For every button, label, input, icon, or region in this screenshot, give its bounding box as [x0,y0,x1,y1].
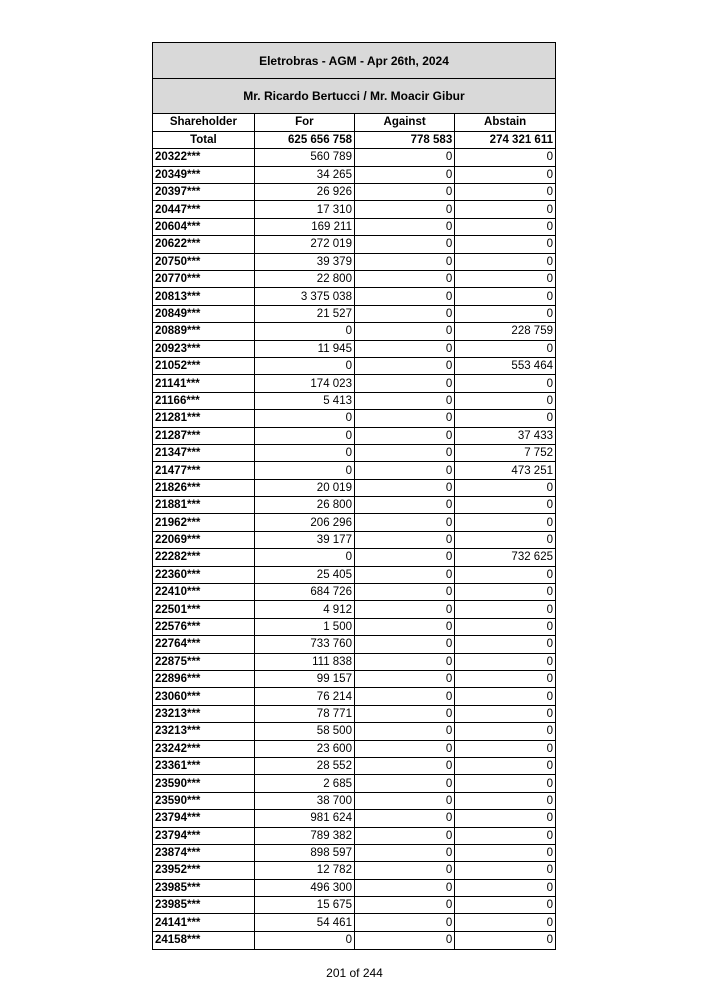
for-value: 560 789 [254,149,354,166]
for-value: 1 500 [254,618,354,635]
against-value: 0 [354,636,454,653]
for-value: 0 [254,444,354,461]
shareholder-id: 20447*** [153,201,254,218]
against-value: 0 [354,305,454,322]
abstain-value: 0 [455,723,555,740]
against-value: 0 [354,844,454,861]
vote-table [153,114,555,949]
shareholder-id: 20813*** [153,288,254,305]
column-header-abstain: Abstain [455,114,555,131]
table-body [153,131,555,948]
for-value: 20 019 [254,479,354,496]
against-value: 0 [354,357,454,374]
abstain-value: 0 [455,584,555,601]
shareholder-id: 21477*** [153,462,254,479]
for-value: 3 375 038 [254,288,354,305]
shareholder-id: 23985*** [153,897,254,914]
table-row [153,462,555,479]
shareholder-id: 20622*** [153,236,254,253]
against-value: 0 [354,862,454,879]
total-row [153,131,555,148]
for-value: 28 552 [254,757,354,774]
against-value: 0 [354,166,454,183]
for-value: 0 [254,427,354,444]
shareholder-id: 23874*** [153,844,254,861]
for-value: 0 [254,323,354,340]
for-value: 34 265 [254,166,354,183]
shareholder-id: 23590*** [153,792,254,809]
against-value: 0 [354,271,454,288]
shareholder-id: 21287*** [153,427,254,444]
shareholder-id: 20750*** [153,253,254,270]
for-value: 4 912 [254,601,354,618]
shareholder-id: 20397*** [153,184,254,201]
table-row [153,427,555,444]
against-value: 0 [354,531,454,548]
table-row [153,810,555,827]
against-value: 0 [354,149,454,166]
for-value: 26 800 [254,497,354,514]
abstain-value: 0 [455,862,555,879]
table-row [153,323,555,340]
shareholder-id: 21052*** [153,357,254,374]
abstain-value: 0 [455,288,555,305]
against-value: 0 [354,757,454,774]
shareholder-id: 23213*** [153,705,254,722]
for-value: 0 [254,462,354,479]
abstain-value: 0 [455,514,555,531]
table-row [153,566,555,583]
for-value: 39 177 [254,531,354,548]
against-value: 0 [354,236,454,253]
shareholder-id: 22896*** [153,671,254,688]
abstain-value: 0 [455,149,555,166]
table-row [153,201,555,218]
table-row [153,357,555,374]
abstain-value: 0 [455,184,555,201]
table-row [153,740,555,757]
shareholder-id: 23361*** [153,757,254,774]
shareholder-id: 23590*** [153,775,254,792]
against-value: 0 [354,497,454,514]
abstain-value: 0 [455,392,555,409]
table-row [153,305,555,322]
table-row [153,757,555,774]
table-row [153,375,555,392]
shareholder-id: 24141*** [153,914,254,931]
total-label: Total [153,131,254,148]
abstain-value: 7 752 [455,444,555,461]
table-row [153,862,555,879]
abstain-value: 0 [455,531,555,548]
for-value: 54 461 [254,914,354,931]
header-row [153,114,555,131]
column-header-shareholder: Shareholder [153,114,254,131]
abstain-value: 0 [455,375,555,392]
against-value: 0 [354,688,454,705]
table-row [153,827,555,844]
against-value: 0 [354,897,454,914]
for-value: 17 310 [254,201,354,218]
against-value: 0 [354,740,454,757]
against-value: 0 [354,462,454,479]
against-value: 0 [354,601,454,618]
against-value: 0 [354,653,454,670]
abstain-value: 0 [455,775,555,792]
abstain-value: 0 [455,636,555,653]
table-row [153,392,555,409]
for-value: 0 [254,549,354,566]
for-value: 76 214 [254,688,354,705]
table-row [153,879,555,896]
for-value: 12 782 [254,862,354,879]
table-row [153,166,555,183]
table-row [153,149,555,166]
abstain-value: 0 [455,844,555,861]
for-value: 0 [254,931,354,948]
for-value: 21 527 [254,305,354,322]
table-row [153,653,555,670]
for-value: 272 019 [254,236,354,253]
against-value: 0 [354,288,454,305]
against-value: 0 [354,723,454,740]
for-value: 0 [254,410,354,427]
against-value: 0 [354,375,454,392]
against-value: 0 [354,444,454,461]
table-row [153,253,555,270]
shareholder-id: 21166*** [153,392,254,409]
abstain-value: 0 [455,792,555,809]
shareholder-id: 22501*** [153,601,254,618]
shareholder-id: 21141*** [153,375,254,392]
document-title: Eletrobras - AGM - Apr 26th, 2024 [153,43,555,79]
abstain-value: 37 433 [455,427,555,444]
shareholder-id: 20604*** [153,218,254,235]
shareholder-id: 23794*** [153,827,254,844]
shareholder-id: 20889*** [153,323,254,340]
against-value: 0 [354,392,454,409]
shareholder-id: 20923*** [153,340,254,357]
against-value: 0 [354,618,454,635]
abstain-value: 0 [455,897,555,914]
for-value: 206 296 [254,514,354,531]
table-row [153,271,555,288]
for-value: 15 675 [254,897,354,914]
shareholder-id: 22410*** [153,584,254,601]
for-value: 39 379 [254,253,354,270]
shareholder-id: 22576*** [153,618,254,635]
abstain-value: 228 759 [455,323,555,340]
abstain-value: 0 [455,479,555,496]
against-value: 0 [354,584,454,601]
against-value: 0 [354,914,454,931]
for-value: 5 413 [254,392,354,409]
abstain-value: 0 [455,305,555,322]
abstain-value: 0 [455,810,555,827]
abstain-value: 0 [455,757,555,774]
for-value: 23 600 [254,740,354,757]
against-value: 0 [354,218,454,235]
for-value: 981 624 [254,810,354,827]
table-row [153,497,555,514]
for-value: 78 771 [254,705,354,722]
against-value: 0 [354,340,454,357]
abstain-value: 0 [455,218,555,235]
shareholder-id: 23952*** [153,862,254,879]
abstain-value: 0 [455,688,555,705]
shareholder-id: 20349*** [153,166,254,183]
table-row [153,601,555,618]
against-value: 0 [354,705,454,722]
for-value: 99 157 [254,671,354,688]
table-row [153,340,555,357]
table-row [153,931,555,948]
table-row [153,236,555,253]
shareholder-id: 23242*** [153,740,254,757]
document-subtitle: Mr. Ricardo Bertucci / Mr. Moacir Gibur [153,79,555,114]
table-row [153,688,555,705]
for-value: 58 500 [254,723,354,740]
shareholder-id: 21281*** [153,410,254,427]
abstain-value: 732 625 [455,549,555,566]
for-value: 898 597 [254,844,354,861]
abstain-value: 0 [455,253,555,270]
table-row [153,705,555,722]
table-row [153,444,555,461]
table-row [153,549,555,566]
against-value: 0 [354,566,454,583]
abstain-value: 0 [455,653,555,670]
abstain-value: 553 464 [455,357,555,374]
table-row [153,514,555,531]
shareholder-id: 21881*** [153,497,254,514]
against-value: 0 [354,671,454,688]
abstain-value: 0 [455,166,555,183]
for-value: 684 726 [254,584,354,601]
shareholder-id: 21826*** [153,479,254,496]
abstain-value: 0 [455,879,555,896]
shareholder-id: 21962*** [153,514,254,531]
abstain-value: 0 [455,566,555,583]
against-value: 0 [354,253,454,270]
table-row [153,618,555,635]
abstain-value: 0 [455,740,555,757]
shareholder-id: 22069*** [153,531,254,548]
against-value: 0 [354,323,454,340]
for-value: 25 405 [254,566,354,583]
column-header-against: Against [354,114,454,131]
table-row [153,479,555,496]
total-against: 778 583 [354,131,454,148]
against-value: 0 [354,775,454,792]
against-value: 0 [354,879,454,896]
table-row [153,218,555,235]
shareholder-id: 23060*** [153,688,254,705]
table-row [153,531,555,548]
for-value: 789 382 [254,827,354,844]
shareholder-id: 22360*** [153,566,254,583]
against-value: 0 [354,810,454,827]
against-value: 0 [354,514,454,531]
abstain-value: 0 [455,201,555,218]
for-value: 11 945 [254,340,354,357]
for-value: 733 760 [254,636,354,653]
against-value: 0 [354,479,454,496]
for-value: 22 800 [254,271,354,288]
shareholder-id: 20322*** [153,149,254,166]
abstain-value: 473 251 [455,462,555,479]
abstain-value: 0 [455,931,555,948]
table-row [153,914,555,931]
total-for: 625 656 758 [254,131,354,148]
abstain-value: 0 [455,618,555,635]
table-row [153,792,555,809]
abstain-value: 0 [455,340,555,357]
total-abstain: 274 321 611 [455,131,555,148]
table-row [153,897,555,914]
abstain-value: 0 [455,827,555,844]
for-value: 26 926 [254,184,354,201]
shareholder-id: 20849*** [153,305,254,322]
abstain-value: 0 [455,236,555,253]
abstain-value: 0 [455,410,555,427]
shareholder-id: 20770*** [153,271,254,288]
shareholder-id: 24158*** [153,931,254,948]
table-row [153,723,555,740]
against-value: 0 [354,410,454,427]
abstain-value: 0 [455,914,555,931]
for-value: 38 700 [254,792,354,809]
table-row [153,671,555,688]
table-row [153,584,555,601]
abstain-value: 0 [455,705,555,722]
shareholder-id: 22764*** [153,636,254,653]
against-value: 0 [354,184,454,201]
against-value: 0 [354,931,454,948]
against-value: 0 [354,427,454,444]
table-row [153,410,555,427]
table-row [153,288,555,305]
abstain-value: 0 [455,671,555,688]
for-value: 0 [254,357,354,374]
shareholder-id: 22282*** [153,549,254,566]
for-value: 111 838 [254,653,354,670]
page-number: 201 of 244 [326,966,383,980]
shareholder-id: 23213*** [153,723,254,740]
shareholder-id: 23794*** [153,810,254,827]
against-value: 0 [354,201,454,218]
for-value: 169 211 [254,218,354,235]
for-value: 496 300 [254,879,354,896]
against-value: 0 [354,792,454,809]
against-value: 0 [354,827,454,844]
shareholder-id: 22875*** [153,653,254,670]
table-row [153,636,555,653]
table-row [153,775,555,792]
abstain-value: 0 [455,601,555,618]
abstain-value: 0 [455,271,555,288]
for-value: 2 685 [254,775,354,792]
table-row [153,844,555,861]
against-value: 0 [354,549,454,566]
table-row [153,184,555,201]
vote-table-sheet [152,42,556,950]
shareholder-id: 21347*** [153,444,254,461]
abstain-value: 0 [455,497,555,514]
shareholder-id: 23985*** [153,879,254,896]
for-value: 174 023 [254,375,354,392]
column-header-for: For [254,114,354,131]
